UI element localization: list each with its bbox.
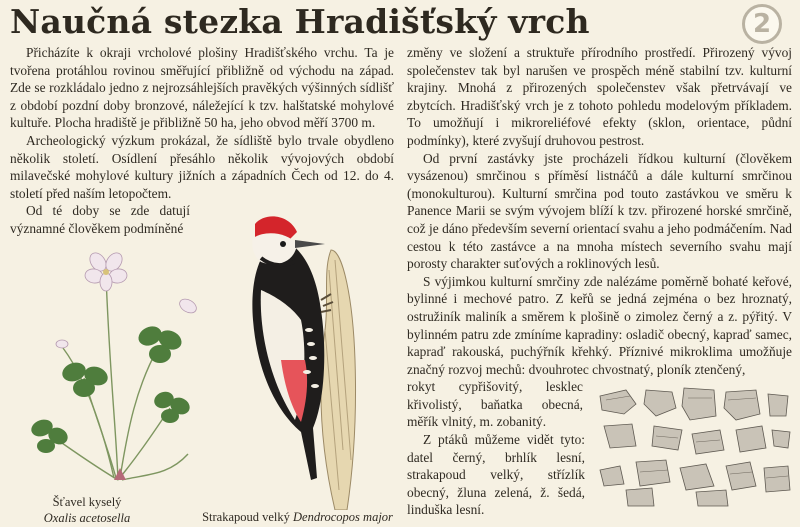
- woodpecker-common-name: Strakapoud velký: [202, 510, 290, 524]
- left-text-column: [10, 44, 394, 238]
- paragraph-landscape-changes: změny ve složení a struktuře přírodního prostředí. Přirozený vývoj společenstev tak byl narušen ve prospěch méně stabilní tzv. kulturní krajiny. Mnohá z přirozených společenstev však přetrvávají ve zbytcích. Hradišťský vrch je z tohoto pohledu modelovým příkladem. To umožňují i mikroreliéfové efekty (sklon, orientace, půdní podmínky), které zvyšují druhovou pestrost.: [407, 45, 792, 148]
- woodpecker-latin-name: Dendrocopos major: [293, 510, 393, 524]
- paragraph-human-impact-start: Od té doby se zde datují významné člověkem podmíněné: [10, 203, 190, 236]
- pottery-shards-illustration-icon: [596, 386, 792, 508]
- sorrel-latin-name: Oxalis acetosella: [43, 511, 131, 525]
- paragraph-vegetation: S výjimkou kulturní smrčiny zde nalézáme poměrně bohaté keřové, bylinné i mechové patro. Z keřů se jedná zejména o bez hroznatý, ostružiník maliník a směrem k plošině o zimolez černý a z. pýřitý. V bylinném patru zde zmíníme kapradiny: osladič obecný, kapraď samec, kapraď rakouská, puchýřník křehký. Příznivé mikroklima umožňuje značný rozvoj mechů: dvouhrotec chvostnatý, ploník ztenčený,: [407, 273, 792, 377]
- paragraph-archaeology: Archeologický výzkum prokázal, že sídliště bylo trvale obydleno několik století. Osídlení přesáhlo několik vývojových období milavečské mohylové kultury jižních a západních Čech od 12. do 4. století před naším letopočtem.: [10, 132, 394, 201]
- paragraph-birds: Z ptáků můžeme vidět tyto: datel černý, brhlík lesní, strakapoud velký, střízlík obecný, žluna zelená, ž. šedá, linduška lesní.: [407, 432, 585, 518]
- woodpecker-caption: [195, 509, 400, 525]
- page-title: Naučná stezka Hradišťský vrch: [10, 2, 590, 41]
- wood-sorrel-illustration-icon: [18, 248, 208, 488]
- stop-number-badge: 2: [742, 4, 782, 44]
- sorrel-caption: [22, 494, 152, 526]
- sorrel-common-name: Šťavel kyselý: [52, 495, 122, 509]
- paragraph-spruce-forest: Od první zastávky jste procházeli řídkou kulturní (člověkem vysázenou) smrčinou s příměsí listnáčů a dále kulturní smrčinou (monokulturou). Kulturní smrčina pod touto zastávkou ve směru k Panence Marii se svým vývojem blíží k tzv. přirozené horské smrčině, což je dáno především severní orientací svahu a jeho podmáčením. Nad cestou k této zastávce a na mnoha místech severního svahu mají porosty charakter suťových a roklinových lesů.: [407, 150, 792, 272]
- woodpecker-illustration-icon: [225, 210, 360, 510]
- paragraph-plateau: Přicházíte k okraji vrcholové plošiny Hradišťského vrchu. Ta je tvořena protáhlou rovinou směřující přibližně od východu na západ. Zde se rozkládalo jedno z nejrozsáhlejších pravěkých výšinných sídlišť z období pozdní doby bronzové, náležející k tzv. halštatské mohylové kultuře. Plocha hradiště je přibližně 50 ha, jeho obvod měří 3700 m.: [10, 45, 394, 131]
- paragraph-mosses: rokyt cypřišovitý, lesklec křivolistý, baňatka obecná, měřík vlnitý, m. zobanitý.: [407, 379, 583, 430]
